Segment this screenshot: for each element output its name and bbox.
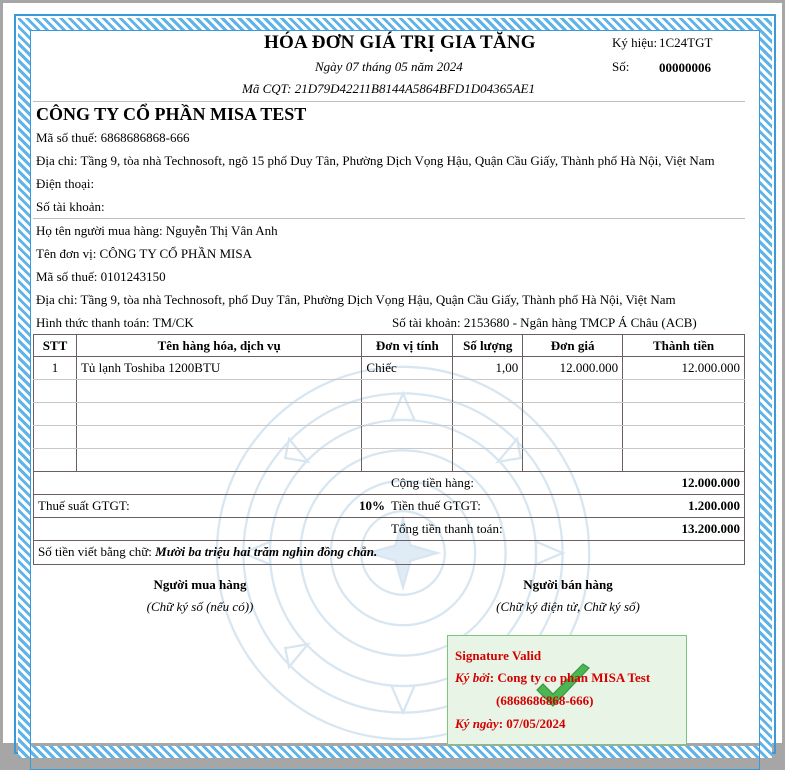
- seller-phone: Điện thoại:: [36, 176, 95, 191]
- buyer-signature-note: (Chữ ký số (nếu có)): [146, 599, 254, 614]
- column-header-quantity: Số lượng: [453, 335, 523, 357]
- column-header-unit-price: Đơn giá: [523, 335, 623, 357]
- cell-item-name: [76, 403, 361, 426]
- cell-amount: [623, 426, 745, 449]
- vat-rate-label: Thuế suất GTGT:: [38, 498, 130, 513]
- table-row: [34, 449, 745, 472]
- signer-tax-code: (6868686868-666): [496, 693, 594, 708]
- table-row: [34, 357, 745, 380]
- amount-in-words-value: Mười ba triệu hai trăm nghìn đồng chẵn.: [155, 544, 378, 559]
- buyer-name: Họ tên người mua hàng: Nguyễn Thị Vân Anh: [36, 223, 278, 238]
- cell-quantity: [453, 449, 523, 472]
- signed-by-label: Ký bởi: [455, 670, 490, 685]
- cell-unit-price: [523, 380, 623, 403]
- cell-amount: [623, 449, 745, 472]
- table-row: [34, 426, 745, 449]
- cell-unit: [362, 449, 453, 472]
- amount-in-words-row: [33, 541, 745, 565]
- cell-item-name: [76, 380, 361, 403]
- seller-name: CÔNG TY CỔ PHẦN MISA TEST: [36, 104, 307, 124]
- cell-unit-price: 12.000.000: [523, 357, 623, 380]
- buyer-tax-code: Mã số thuế: 0101243150: [36, 269, 166, 284]
- seller-bank-account: Số tài khoản:: [36, 199, 105, 214]
- cell-unit-price: [523, 449, 623, 472]
- invoice-title: HÓA ĐƠN GIÁ TRỊ GIA TĂNG: [264, 32, 536, 53]
- seller-signature-title: Người bán hàng: [523, 577, 613, 592]
- symbol-value: 1C24TGT: [659, 35, 713, 50]
- grand-total-row: [33, 518, 745, 541]
- signed-by: [455, 670, 650, 686]
- items-table: [33, 334, 745, 472]
- buyer-signature-title: Người mua hàng: [153, 577, 247, 592]
- seller-signature-note: (Chữ ký điện tử, Chữ ký số): [496, 599, 640, 614]
- seller-address: Địa chỉ: Tầng 9, tòa nhà Technosoft, ngõ 15 phố Duy Tân, Phường Dịch Vọng Hậu, Quận Cầu Giấy, Thành phố Hà Nội, Việt Nam: [36, 153, 715, 168]
- column-header-unit: Đơn vị tính: [362, 335, 453, 357]
- subtotal-value: 12.000.000: [681, 475, 740, 490]
- cell-unit: [362, 426, 453, 449]
- column-header-stt: STT: [34, 335, 77, 357]
- column-header-item-name: Tên hàng hóa, dịch vụ: [76, 335, 361, 357]
- table-row: [34, 403, 745, 426]
- vat-amount-value: 1.200.000: [688, 498, 740, 513]
- divider: [33, 218, 745, 219]
- digital-signature-box[interactable]: [447, 635, 687, 745]
- column-header-amount: Thành tiền: [623, 335, 745, 357]
- subtotal-row: [33, 472, 745, 495]
- table-row: [34, 380, 745, 403]
- invoice-date: Ngày 07 tháng 05 năm 2024: [315, 59, 463, 74]
- vat-amount-label: Tiền thuế GTGT:: [391, 498, 481, 513]
- seller-tax-code: Mã số thuế: 6868686868-666: [36, 130, 190, 145]
- grand-total-label: Tổng tiền thanh toán:: [391, 521, 503, 536]
- payment-method: Hình thức thanh toán: TM/CK: [36, 315, 194, 330]
- cell-item-name: [76, 449, 361, 472]
- cell-unit: [362, 403, 453, 426]
- signed-date: [455, 716, 566, 732]
- cell-stt: [34, 449, 77, 472]
- cell-item-name: [76, 426, 361, 449]
- cell-stt: [34, 426, 77, 449]
- signed-date-value: : 07/05/2024: [498, 716, 566, 731]
- signed-by-value: : Cong ty co phan MISA Test: [489, 670, 651, 685]
- signature-status: Signature Valid: [455, 648, 542, 663]
- number-value: 00000006: [659, 60, 711, 75]
- cell-item-name: Tủ lạnh Toshiba 1200BTU: [76, 357, 361, 380]
- grand-total-value: 13.200.000: [681, 521, 740, 536]
- cell-quantity: [453, 403, 523, 426]
- cell-unit: Chiếc: [362, 357, 453, 380]
- table-header-row: [34, 335, 745, 357]
- cell-quantity: [453, 426, 523, 449]
- cell-amount: 12.000.000: [623, 357, 745, 380]
- cell-stt: 1: [34, 357, 77, 380]
- cell-quantity: [453, 380, 523, 403]
- buyer-bank-account: Số tài khoản: 2153680 - Ngân hàng TMCP Á Châu (ACB): [392, 315, 697, 330]
- cell-amount: [623, 403, 745, 426]
- cell-quantity: 1,00: [453, 357, 523, 380]
- cell-stt: [34, 380, 77, 403]
- buyer-address: Địa chỉ: Tầng 9, tòa nhà Technosoft, phố Duy Tân, Phường Dịch Vọng Hậu, Quận Cầu Giấy, Thành phố Hà Nội, Việt Nam: [36, 292, 676, 307]
- vat-rate-value: 10%: [359, 498, 385, 513]
- buyer-unit-name: Tên đơn vị: CÔNG TY CỔ PHẦN MISA: [36, 246, 252, 261]
- divider: [33, 101, 745, 102]
- cell-stt: [34, 403, 77, 426]
- cell-unit: [362, 380, 453, 403]
- amount-in-words: [38, 544, 377, 560]
- cell-unit-price: [523, 403, 623, 426]
- cell-unit-price: [523, 426, 623, 449]
- cqt-code: Mã CQT: 21D79D42211B8144A5864BFD1D04365AE1: [242, 81, 535, 96]
- amount-in-words-label: Số tiền viết bằng chữ:: [38, 544, 152, 559]
- vat-row: [33, 495, 745, 518]
- cell-amount: [623, 380, 745, 403]
- number-label: Số:: [612, 59, 630, 74]
- symbol-label: Ký hiệu:: [612, 35, 658, 50]
- subtotal-label: Cộng tiền hàng:: [391, 475, 475, 490]
- signed-date-label: Ký ngày: [455, 716, 499, 731]
